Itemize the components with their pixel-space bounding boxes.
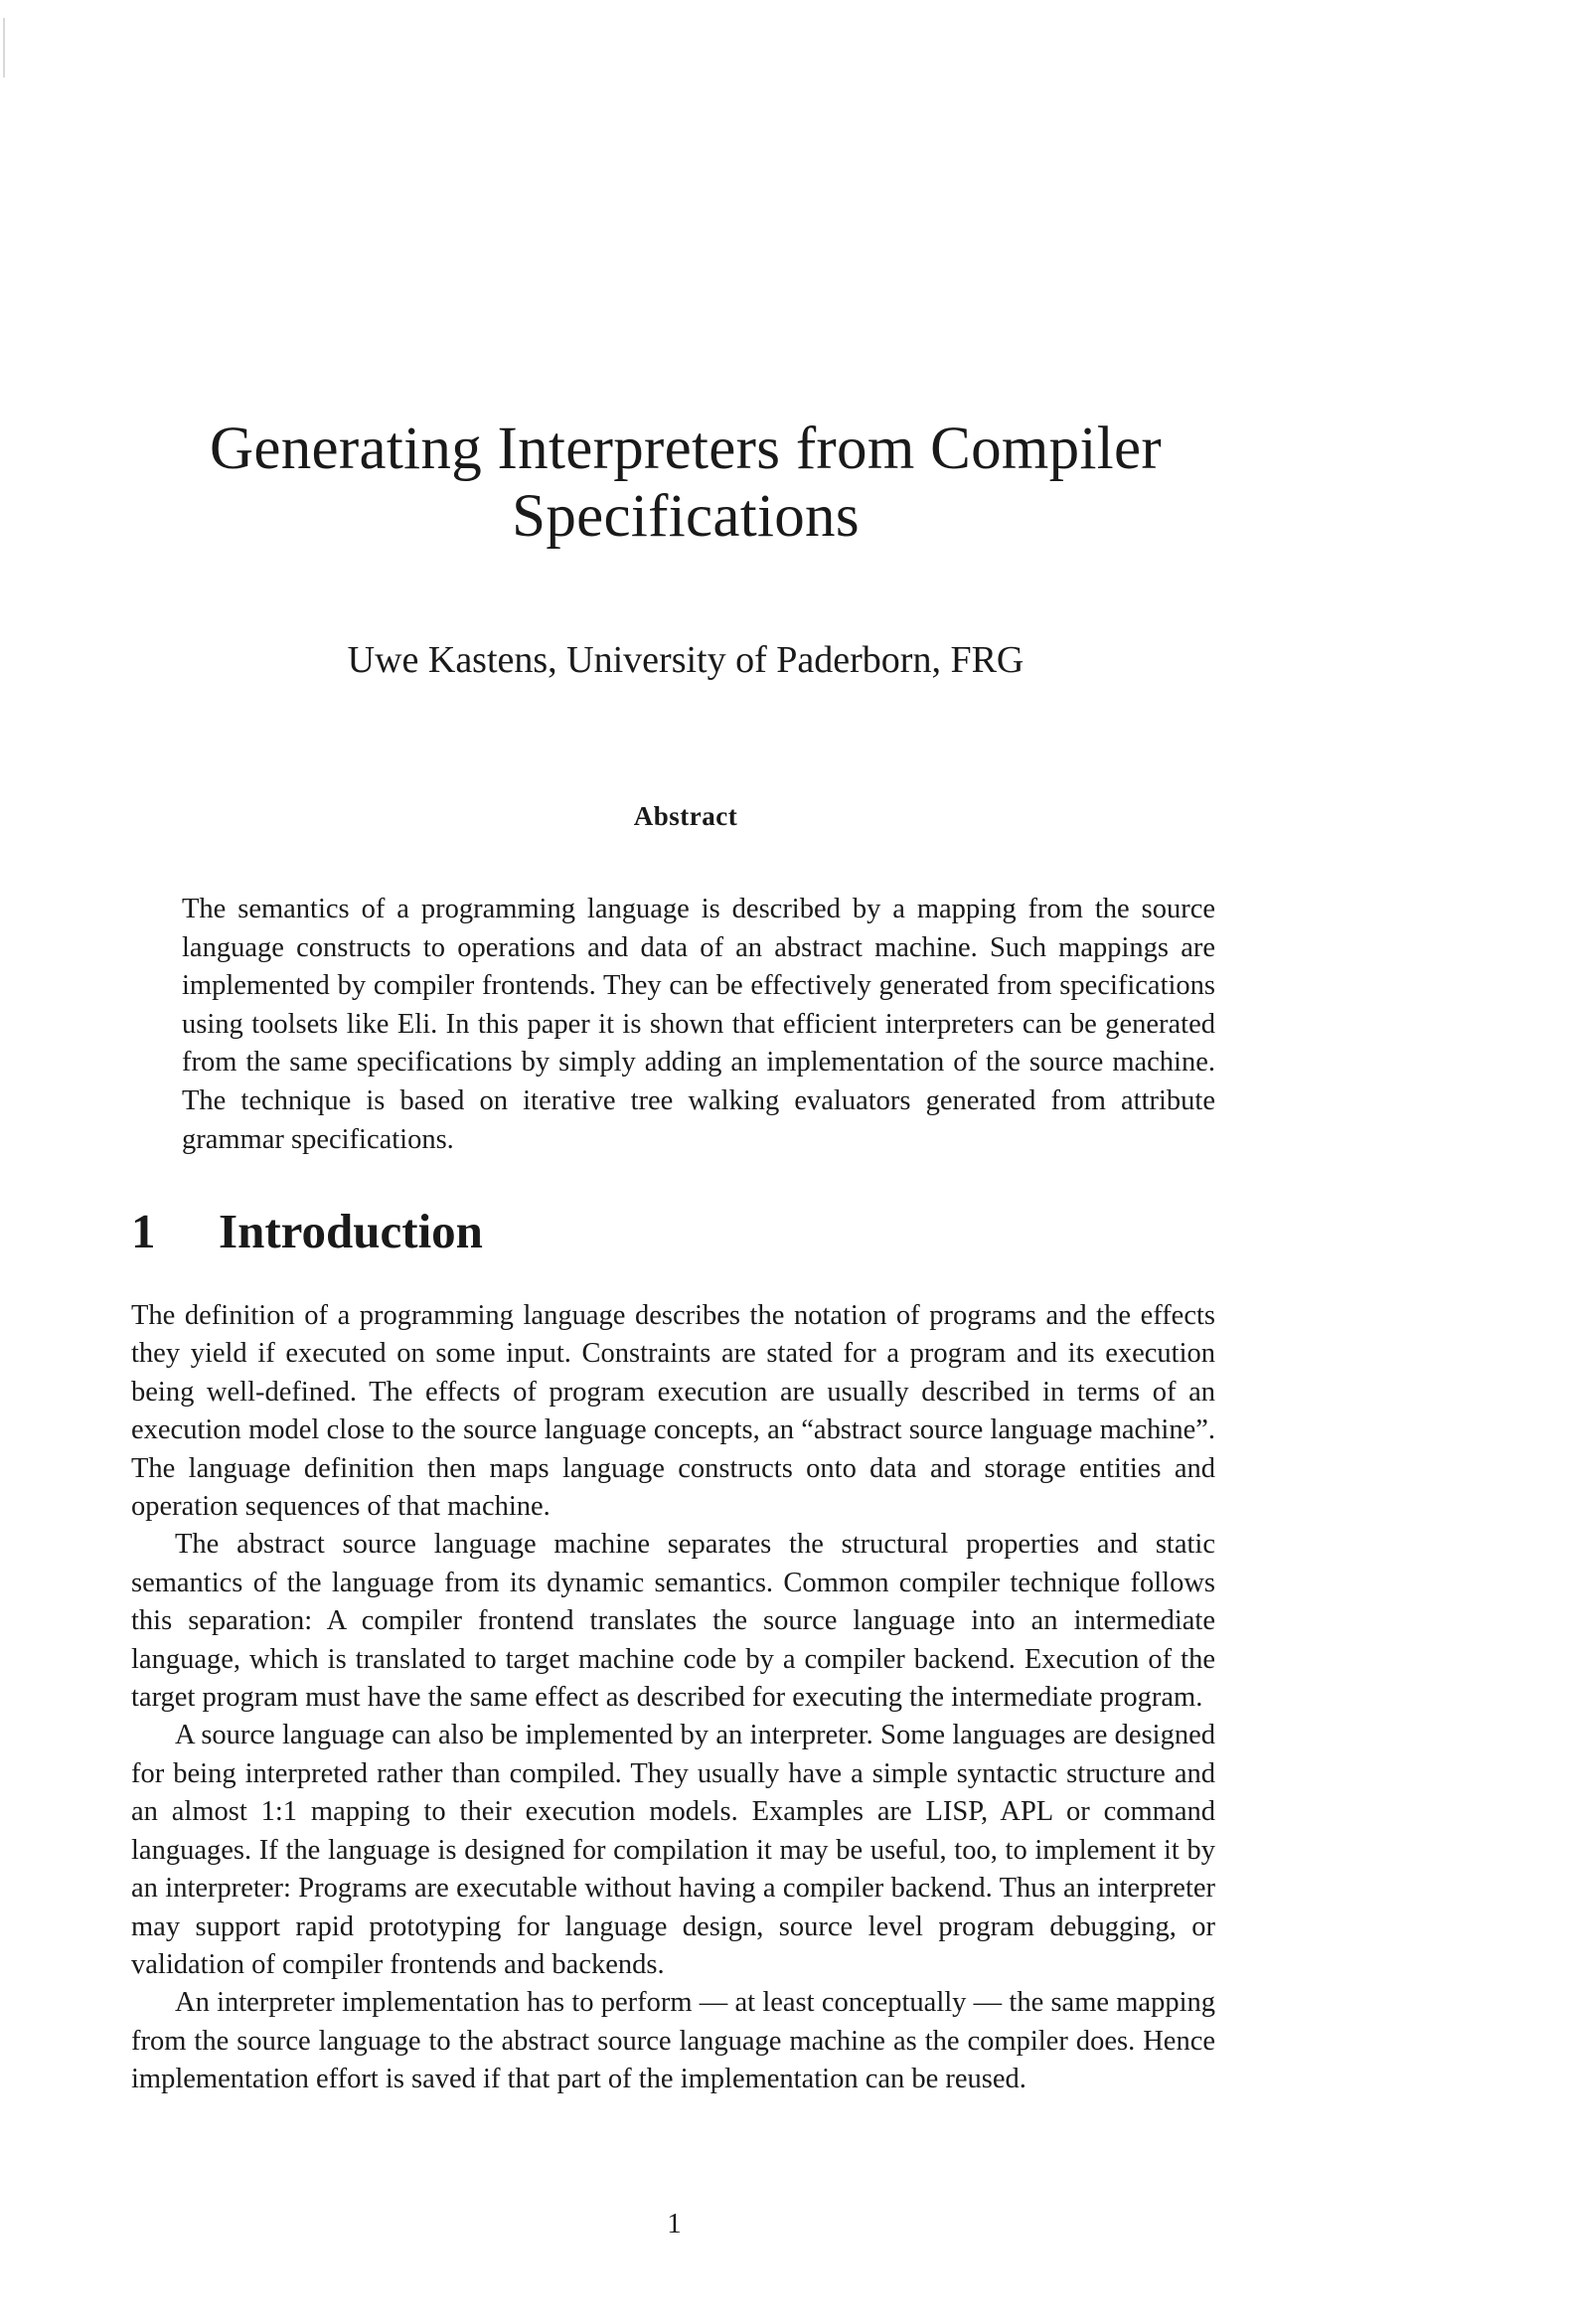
introduction-body — [131, 1297, 1215, 2099]
paper-title: Generating Interpreters from Compiler Specifications — [210, 415, 1162, 550]
abstract-text: The semantics of a programming language is described by a mapping from the source language constructs to operations and data of an abstract machine. Such mappings are implemented by compiler frontends. They can be effectively generated from specifications using toolsets like Eli. In this paper it is shown that efficient interpreters can be generated from the same specifications by simply adding an implementation of the source machine. The technique is based on iterative tree walking evaluators generated from attribute grammar specifications. — [182, 894, 1215, 1155]
page-number: 1 — [667, 2208, 682, 2240]
section-number: 1 — [131, 1204, 156, 1258]
intro-paragraph-3: A source language can also be implemented by an interpreter. Some languages are designed for being interpreted rather than compiled. They usually have a simple syntactic structure and an almost 1:1 mapping to their execution models. Examples are LISP, APL or command languages. If the language is designed for compilation it may be useful, too, to implement it by an interpreter: Programs are executable without having a compiler backend. Thus an interpreter may support rapid prototyping for language design, source level program debugging, or validation of compiler frontends and backends. — [131, 1720, 1215, 1980]
scan-edge-mark — [3, 18, 5, 78]
abstract-heading: Abstract — [633, 801, 738, 831]
intro-paragraph-2: The abstract source language machine separates the structural properties and static semantics of the language from its dynamic semantics. Common compiler technique follows this separation: A compiler frontend translates the source language into an intermediate language, which is translated to target machine code by a compiler backend. Execution of the target program must have the same effect as described for executing the intermediate program. — [131, 1529, 1215, 1714]
section-title: Introduction — [219, 1204, 483, 1258]
intro-paragraph-1: The definition of a programming language describes the notation of programs and the effects they yield if executed on some input. Constraints are stated for a program and its execution being well-defined. The effects of program execution are usually described in terms of an execution model close to the source language concepts, an “abstract source language machine”. The language definition then maps language constructs onto data and storage entities and operation sequences of that machine. — [131, 1300, 1215, 1523]
author-line: Uwe Kastens, University of Paderborn, FRG — [347, 639, 1025, 681]
intro-paragraph-4: An interpreter implementation has to perform — at least conceptually — the same mapping from the source language to the abstract source language machine as the compiler does. Hence implementation effort is saved if that part of the implementation can be reused. — [131, 1987, 1215, 2095]
section-heading — [131, 1203, 483, 1260]
